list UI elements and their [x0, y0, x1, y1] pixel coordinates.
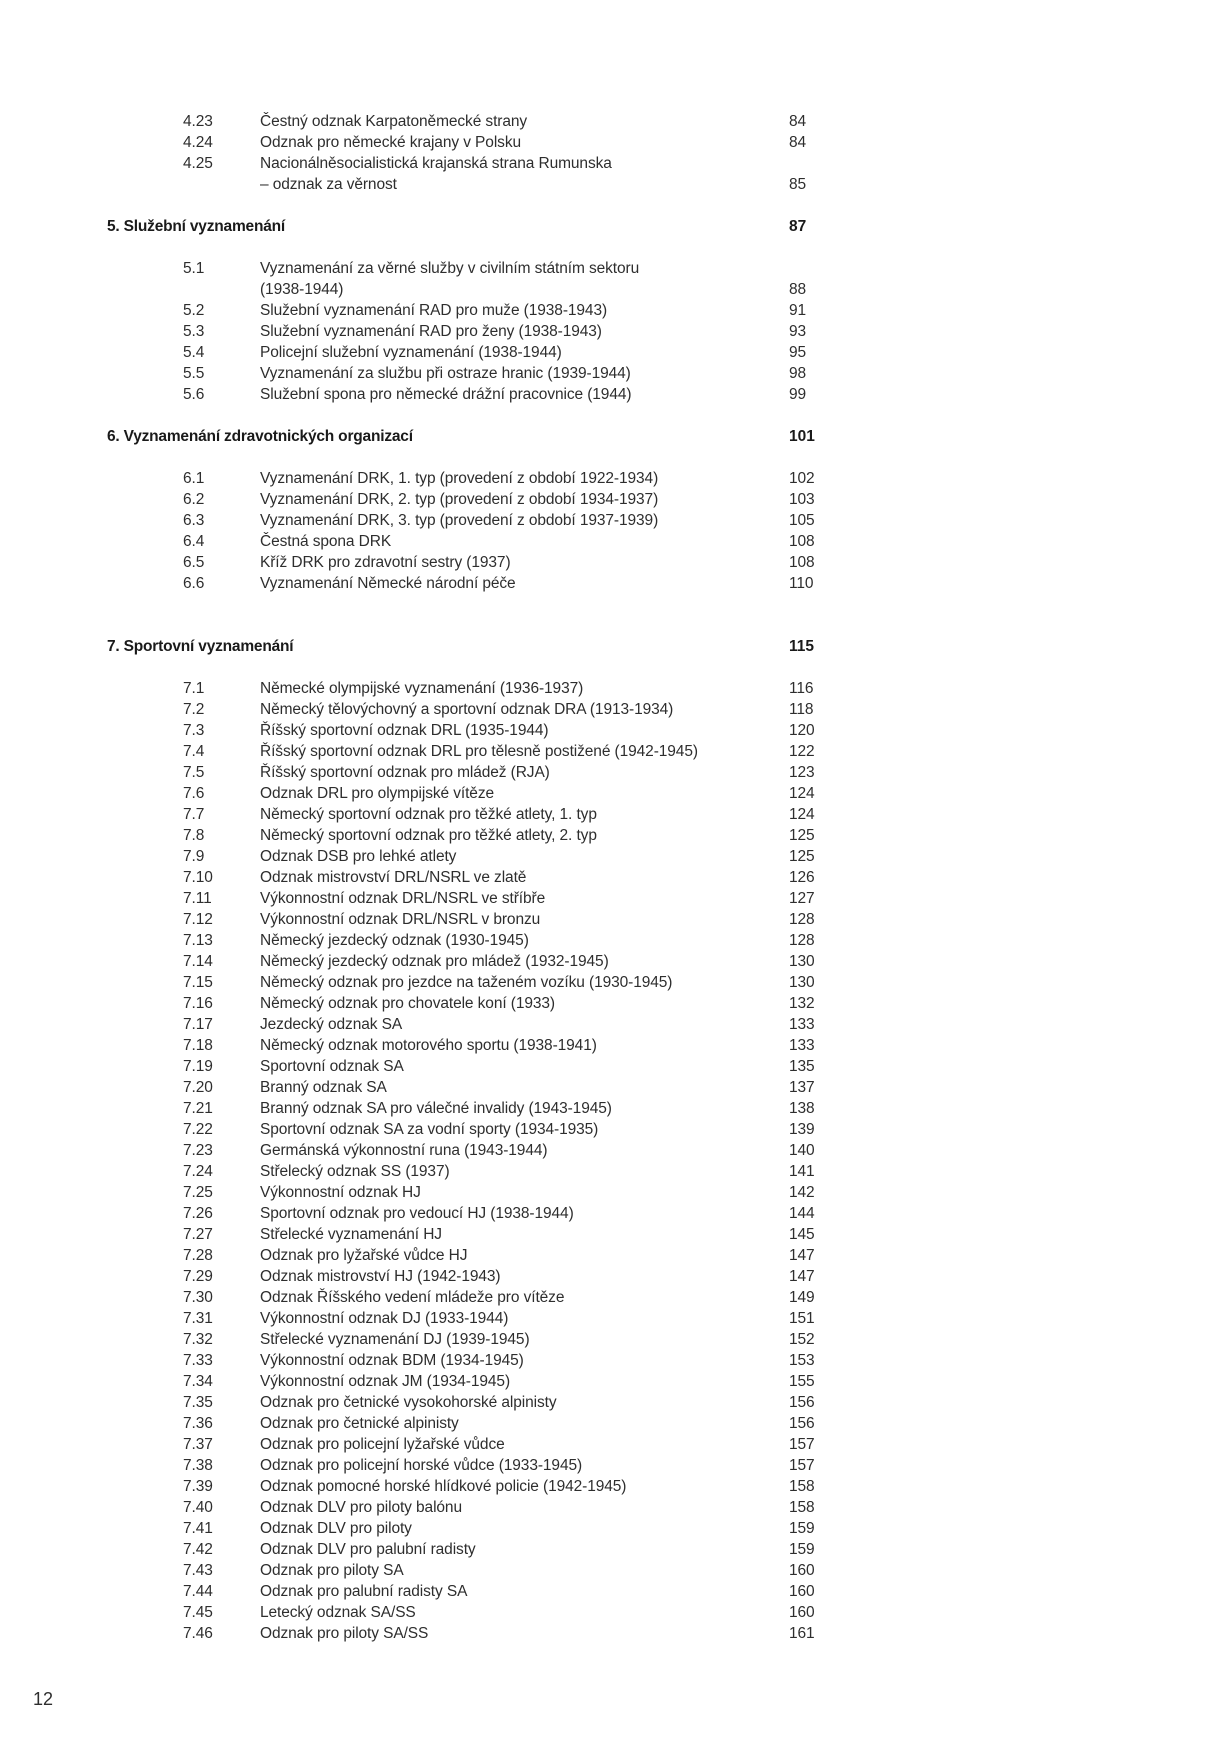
toc-entry-page: 84: [789, 134, 807, 151]
toc-entry[interactable]: [0, 1161, 1232, 1182]
toc-entry-title: Kříž DRK pro zdravotní sestry (1937): [260, 554, 511, 571]
toc-entry-page: 158: [789, 1499, 815, 1516]
toc-entry[interactable]: [0, 1581, 1232, 1602]
toc-entry[interactable]: [0, 1329, 1232, 1350]
toc-entry-page: 118: [789, 701, 814, 718]
toc-entry[interactable]: [0, 1140, 1232, 1161]
toc-entry-title: Střelecké vyznamenání DJ (1939-1945): [260, 1331, 530, 1348]
toc-entry-title: Říšský sportovní odznak DRL (1935-1944): [260, 722, 549, 739]
toc-entry-title: Odznak Říšského vedení mládeže pro vítěze: [260, 1289, 565, 1306]
section-4-entries: [0, 111, 1232, 195]
toc-entry-number: 7.15: [183, 974, 213, 991]
toc-entry[interactable]: [0, 531, 1232, 552]
section-5-heading-row[interactable]: [0, 216, 1232, 237]
toc-entry-number: 6.3: [183, 512, 205, 529]
section-6-page: 101: [789, 428, 815, 445]
toc-entry-page: 126: [789, 869, 815, 886]
toc-entry[interactable]: [0, 1560, 1232, 1581]
toc-entry[interactable]: [0, 468, 1232, 489]
toc-entry-title: Odznak pomocné horské hlídkové policie (1942-1945): [260, 1478, 627, 1495]
toc-entry-page: 128: [789, 911, 815, 928]
toc-entry-title: Branný odznak SA: [260, 1079, 387, 1096]
toc-entry-number: 7.23: [183, 1142, 213, 1159]
toc-entry-title: Vyznamenání DRK, 3. typ (provedení z období 1937-1939): [260, 512, 659, 529]
toc-entry[interactable]: [0, 930, 1232, 951]
toc-entry[interactable]: [0, 1539, 1232, 1560]
toc-entry-title: Odznak pro piloty SA/SS: [260, 1625, 429, 1642]
toc-entry[interactable]: [0, 867, 1232, 888]
toc-entry-page: 124: [789, 785, 815, 802]
toc-entry-title: Německý odznak motorového sportu (1938-1941): [260, 1037, 597, 1054]
toc-entry-title: Výkonnostní odznak JM (1934-1945): [260, 1373, 511, 1390]
toc-entry-title: Branný odznak SA pro válečné invalidy (1943-1945): [260, 1100, 612, 1117]
toc-entry-page: 157: [789, 1457, 815, 1474]
toc-entry-number: 5.2: [183, 302, 205, 319]
toc-entry[interactable]: [0, 1623, 1232, 1644]
toc-entry[interactable]: [0, 846, 1232, 867]
toc-entry-title: Vyznamenání DRK, 1. typ (provedení z období 1922-1934): [260, 470, 659, 487]
toc-entry-number: 7.27: [183, 1226, 213, 1243]
toc-entry-page: 139: [789, 1121, 815, 1138]
toc-entry-title: Říšský sportovní odznak DRL pro tělesně postižené (1942-1945): [260, 743, 698, 760]
toc-entry-page: 108: [789, 554, 815, 571]
section-5-page: 87: [789, 218, 807, 235]
toc-entry[interactable]: [0, 552, 1232, 573]
toc-entry-page: 160: [789, 1583, 815, 1600]
toc-entry-number: 7.25: [183, 1184, 213, 1201]
toc-entry[interactable]: [0, 951, 1232, 972]
toc-entry-page: 128: [789, 932, 815, 949]
toc-entry-page: 155: [789, 1373, 815, 1390]
toc-entry-page: 157: [789, 1436, 815, 1453]
toc-entry-number: 7.46: [183, 1625, 213, 1642]
toc-entry-page: 159: [789, 1520, 815, 1537]
toc-entry[interactable]: [0, 993, 1232, 1014]
toc-entry-page: 85: [789, 176, 807, 193]
toc-entry-title: Výkonnostní odznak DRL/NSRL v bronzu: [260, 911, 541, 928]
toc-entry-title: Německý tělovýchovný a sportovní odznak DRA (1913-1934): [260, 701, 674, 718]
toc-entry-title: Germánská výkonnostní runa (1943-1944): [260, 1142, 548, 1159]
toc-entry-page: 149: [789, 1289, 815, 1306]
toc-entry[interactable]: [0, 1434, 1232, 1455]
toc-entry-title: Policejní služební vyznamenání (1938-1944): [260, 344, 562, 361]
toc-entry[interactable]: [0, 783, 1232, 804]
toc-entry-page: 105: [789, 512, 815, 529]
toc-entry-page: 110: [789, 575, 814, 592]
toc-entry-page: 103: [789, 491, 815, 508]
toc-entry-number: 6.4: [183, 533, 205, 550]
toc-entry[interactable]: [0, 258, 1232, 279]
toc-entry-number: 7.7: [183, 806, 205, 823]
toc-entry-number: 5.6: [183, 386, 205, 403]
toc-entry-page: 135: [789, 1058, 815, 1075]
toc-entry-title: Výkonnostní odznak HJ: [260, 1184, 421, 1201]
toc-entry-number: 4.24: [183, 134, 213, 151]
page-number: 12: [33, 1689, 54, 1709]
toc-entry-title: Německé olympijské vyznamenání (1936-1937): [260, 680, 584, 697]
toc-entry-title: Sportovní odznak pro vedoucí HJ (1938-1944): [260, 1205, 574, 1222]
toc-entry-number: 7.10: [183, 869, 213, 886]
toc-entry-page: 108: [789, 533, 815, 550]
toc-entry-title: Služební vyznamenání RAD pro muže (1938-1943): [260, 302, 608, 319]
toc-entry[interactable]: [0, 1350, 1232, 1371]
toc-entry-title: Odznak pro piloty SA: [260, 1562, 404, 1579]
toc-entry-number: 7.17: [183, 1016, 213, 1033]
toc-entry-number: 5.3: [183, 323, 205, 340]
toc-entry-page: 142: [789, 1184, 815, 1201]
toc-entry-number: 7.32: [183, 1331, 213, 1348]
toc-entry-number: 7.36: [183, 1415, 213, 1432]
toc-entry-page: 137: [789, 1079, 815, 1096]
toc-entry-title: Odznak pro policejní horské vůdce (1933-1945): [260, 1457, 583, 1474]
toc-entry-title: Letecký odznak SA/SS: [260, 1604, 416, 1621]
toc-entry[interactable]: [0, 720, 1232, 741]
toc-entry-title: Odznak pro policejní lyžařské vůdce: [260, 1436, 505, 1453]
toc-entry-page: 144: [789, 1205, 815, 1222]
spacer: [0, 594, 1232, 636]
section-7-page: 115: [789, 638, 815, 655]
toc-entry-number: 7.21: [183, 1100, 213, 1117]
toc-entry-number: 7.11: [183, 890, 212, 907]
toc-entry[interactable]: [0, 510, 1232, 531]
toc-entry-number: 5.4: [183, 344, 205, 361]
toc-entry[interactable]: [0, 1518, 1232, 1539]
toc-entry-title: Německý jezdecký odznak (1930-1945): [260, 932, 529, 949]
toc-entry-number: 7.34: [183, 1373, 213, 1390]
toc-entry-page: 156: [789, 1394, 815, 1411]
toc-entry-number: 7.5: [183, 764, 205, 781]
toc-entry-title: – odznak za věrnost: [260, 176, 397, 193]
toc-entry-page: 161: [789, 1625, 815, 1642]
toc-entry[interactable]: [0, 573, 1232, 594]
spacer: [0, 195, 1232, 216]
toc-entry-title: Služební spona pro německé drážní pracovnice (1944): [260, 386, 632, 403]
toc-entry[interactable]: [0, 1119, 1232, 1140]
toc-entry[interactable]: [0, 174, 1232, 195]
toc-entry[interactable]: [0, 1077, 1232, 1098]
toc-entry-page: 156: [789, 1415, 815, 1432]
toc-entry[interactable]: [0, 825, 1232, 846]
toc-entry[interactable]: [0, 762, 1232, 783]
toc-entry[interactable]: [0, 1035, 1232, 1056]
toc-entry[interactable]: [0, 1182, 1232, 1203]
toc-entry-title: Nacionálněsocialistická krajanská strana Rumunska: [260, 155, 612, 172]
toc-entry-page: 127: [789, 890, 815, 907]
toc-entry-title: Německý odznak pro jezdce na taženém vozíku (1930-1945): [260, 974, 673, 991]
section-7-entries: [0, 678, 1232, 1644]
spacer: [0, 405, 1232, 426]
toc-entry-page: 88: [789, 281, 807, 298]
toc-entry[interactable]: [0, 888, 1232, 909]
toc-entry-number: 7.35: [183, 1394, 213, 1411]
toc-entry[interactable]: [0, 1287, 1232, 1308]
section-6-heading: 6. Vyznamenání zdravotnických organizací: [107, 428, 413, 445]
toc-entry-title: Německý odznak pro chovatele koní (1933): [260, 995, 555, 1012]
toc-entry[interactable]: [0, 678, 1232, 699]
toc-entry-title: Sportovní odznak SA: [260, 1058, 404, 1075]
toc-entry[interactable]: [0, 1497, 1232, 1518]
section-7-heading-row[interactable]: [0, 636, 1232, 657]
toc-entry-page: 160: [789, 1604, 815, 1621]
toc-entry-number: 7.39: [183, 1478, 213, 1495]
toc-entry-title: Střelecký odznak SS (1937): [260, 1163, 450, 1180]
toc-entry[interactable]: [0, 1602, 1232, 1623]
toc-entry-title: Odznak pro lyžařské vůdce HJ: [260, 1247, 468, 1264]
toc-entry[interactable]: [0, 1098, 1232, 1119]
toc-entry-number: 5.1: [183, 260, 205, 277]
spacer: [0, 447, 1232, 468]
toc-entry-title: Říšský sportovní odznak pro mládež (RJA): [260, 764, 550, 781]
toc-entry[interactable]: [0, 132, 1232, 153]
toc-entry-number: 7.37: [183, 1436, 213, 1453]
section-6-heading-row[interactable]: [0, 426, 1232, 447]
toc-entry-title: Čestná spona DRK: [260, 533, 392, 550]
toc-entry-page: 95: [789, 344, 807, 361]
toc-entry-number: 7.30: [183, 1289, 213, 1306]
toc-entry[interactable]: [0, 363, 1232, 384]
toc-entry-title: Německý sportovní odznak pro těžké atlety, 2. typ: [260, 827, 597, 844]
toc-entry-page: 91: [789, 302, 807, 319]
toc-entry[interactable]: [0, 153, 1232, 174]
toc-entry-page: 153: [789, 1352, 815, 1369]
toc-entry[interactable]: [0, 1203, 1232, 1224]
toc-entry-title: Německý sportovní odznak pro těžké atlety, 1. typ: [260, 806, 597, 823]
toc-entry-page: 125: [789, 848, 815, 865]
spacer: [0, 657, 1232, 678]
toc-entry-title: Odznak mistrovství HJ (1942-1943): [260, 1268, 501, 1285]
toc-entry[interactable]: [0, 342, 1232, 363]
toc-entry-number: 6.6: [183, 575, 205, 592]
section-7-heading: 7. Sportovní vyznamenání: [107, 638, 294, 655]
toc-entry-page: 120: [789, 722, 815, 739]
toc-entry-title: Služební vyznamenání RAD pro ženy (1938-1943): [260, 323, 602, 340]
toc-entry[interactable]: [0, 111, 1232, 132]
toc-entry[interactable]: [0, 1224, 1232, 1245]
toc-entry-title: Odznak mistrovství DRL/NSRL ve zlatě: [260, 869, 527, 886]
toc-entry[interactable]: [0, 909, 1232, 930]
toc-entry-number: 7.8: [183, 827, 205, 844]
toc-entry-page: 123: [789, 764, 815, 781]
toc-entry-number: 7.44: [183, 1583, 213, 1600]
toc-entry-title: Výkonnostní odznak BDM (1934-1945): [260, 1352, 524, 1369]
toc-entry-number: 7.16: [183, 995, 213, 1012]
toc-entry-number: 7.12: [183, 911, 213, 928]
toc-entry-number: 7.43: [183, 1562, 213, 1579]
toc-entry-number: 7.20: [183, 1079, 213, 1096]
toc-entry-page: 133: [789, 1016, 815, 1033]
toc-entry-page: 152: [789, 1331, 815, 1348]
toc-entry-page: 84: [789, 113, 807, 130]
toc-entry[interactable]: [0, 489, 1232, 510]
toc-entry-page: 138: [789, 1100, 815, 1117]
toc-entry-page: 122: [789, 743, 815, 760]
toc-entry-title: Odznak pro palubní radisty SA: [260, 1583, 468, 1600]
toc-entry-number: 7.38: [183, 1457, 213, 1474]
toc-entry-title: Jezdecký odznak SA: [260, 1016, 403, 1033]
toc-entry-number: 7.2: [183, 701, 205, 718]
toc-entry-title: Odznak DLV pro piloty: [260, 1520, 412, 1537]
toc-entry-number: 7.31: [183, 1310, 213, 1327]
toc-entry-number: 7.45: [183, 1604, 213, 1621]
toc-entry-number: 7.13: [183, 932, 213, 949]
toc-entry[interactable]: [0, 321, 1232, 342]
toc-entry[interactable]: [0, 699, 1232, 720]
toc-entry[interactable]: [0, 741, 1232, 762]
toc-entry-title: Čestný odznak Karpatoněmecké strany: [260, 113, 528, 130]
toc-entry-title: Odznak pro četnické vysokohorské alpinisty: [260, 1394, 557, 1411]
toc-entry-number: 7.33: [183, 1352, 213, 1369]
table-of-contents: [0, 111, 1232, 1644]
toc-entry-page: 102: [789, 470, 815, 487]
toc-entry-page: 93: [789, 323, 807, 340]
toc-entry-title: Střelecké vyznamenání HJ: [260, 1226, 442, 1243]
toc-entry[interactable]: [0, 972, 1232, 993]
toc-entry[interactable]: [0, 804, 1232, 825]
toc-entry-number: 7.29: [183, 1268, 213, 1285]
toc-entry-title: Sportovní odznak SA za vodní sporty (1934-1935): [260, 1121, 599, 1138]
toc-entry-number: 7.1: [183, 680, 205, 697]
toc-entry-page: 147: [789, 1268, 815, 1285]
toc-entry-page: 147: [789, 1247, 815, 1264]
toc-entry[interactable]: [0, 279, 1232, 300]
toc-entry-page: 124: [789, 806, 815, 823]
toc-entry[interactable]: [0, 1056, 1232, 1077]
toc-entry-page: 133: [789, 1037, 815, 1054]
toc-entry-page: 145: [789, 1226, 815, 1243]
toc-entry-number: 7.14: [183, 953, 213, 970]
toc-entry-number: 7.41: [183, 1520, 213, 1537]
toc-entry[interactable]: [0, 1014, 1232, 1035]
toc-entry-title: Vyznamenání za věrné služby v civilním státním sektoru: [260, 260, 640, 277]
toc-entry-page: 159: [789, 1541, 815, 1558]
toc-entry-number: 4.23: [183, 113, 213, 130]
toc-entry-page: 116: [789, 680, 814, 697]
toc-entry-page: 125: [789, 827, 815, 844]
toc-entry[interactable]: [0, 1455, 1232, 1476]
toc-entry-number: 7.28: [183, 1247, 213, 1264]
toc-entry-number: 7.26: [183, 1205, 213, 1222]
toc-entry-page: 99: [789, 386, 807, 403]
toc-entry-number: 6.2: [183, 491, 205, 508]
toc-entry-title: Odznak DSB pro lehké atlety: [260, 848, 457, 865]
toc-entry-number: 7.6: [183, 785, 205, 802]
toc-entry[interactable]: [0, 384, 1232, 405]
toc-entry-number: 7.22: [183, 1121, 213, 1138]
toc-entry-number: 7.9: [183, 848, 205, 865]
toc-entry[interactable]: [0, 300, 1232, 321]
toc-entry-title: Odznak pro četnické alpinisty: [260, 1415, 459, 1432]
toc-entry[interactable]: [0, 1413, 1232, 1434]
toc-entry-page: 141: [789, 1163, 815, 1180]
section-5-heading: 5. Služební vyznamenání: [107, 218, 286, 235]
toc-entry-title: Odznak pro německé krajany v Polsku: [260, 134, 521, 151]
toc-entry[interactable]: [0, 1476, 1232, 1497]
toc-entry[interactable]: [0, 1266, 1232, 1287]
toc-entry-number: 6.5: [183, 554, 205, 571]
toc-entry-number: 7.18: [183, 1037, 213, 1054]
toc-entry-number: 7.42: [183, 1541, 213, 1558]
section-5-entries: [0, 258, 1232, 405]
toc-entry-title: Odznak DRL pro olympijské vítěze: [260, 785, 494, 802]
toc-entry-title: Odznak DLV pro palubní radisty: [260, 1541, 476, 1558]
spacer: [0, 237, 1232, 258]
toc-entry-page: 130: [789, 953, 815, 970]
toc-entry-number: 5.5: [183, 365, 205, 382]
toc-entry-page: 98: [789, 365, 807, 382]
toc-entry-number: 7.4: [183, 743, 205, 760]
toc-entry-page: 140: [789, 1142, 815, 1159]
toc-entry-page: 130: [789, 974, 815, 991]
section-6-entries: [0, 468, 1232, 594]
toc-entry[interactable]: [0, 1308, 1232, 1329]
toc-entry-number: 7.24: [183, 1163, 213, 1180]
toc-entry[interactable]: [0, 1245, 1232, 1266]
toc-entry-page: 132: [789, 995, 815, 1012]
toc-entry-page: 160: [789, 1562, 815, 1579]
toc-entry-number: 7.40: [183, 1499, 213, 1516]
toc-entry[interactable]: [0, 1371, 1232, 1392]
toc-entry-number: 6.1: [183, 470, 205, 487]
toc-entry-title: Vyznamenání Německé národní péče: [260, 575, 516, 592]
toc-entry-title: Německý jezdecký odznak pro mládež (1932-1945): [260, 953, 609, 970]
toc-entry-title: Výkonnostní odznak DRL/NSRL ve stříbře: [260, 890, 546, 907]
toc-entry-title: (1938-1944): [260, 281, 344, 298]
toc-entry-page: 158: [789, 1478, 815, 1495]
toc-entry-title: Vyznamenání za službu při ostraze hranic (1939-1944): [260, 365, 631, 382]
toc-entry-title: Odznak DLV pro piloty balónu: [260, 1499, 462, 1516]
toc-entry-page: 151: [789, 1310, 815, 1327]
toc-entry-number: 7.3: [183, 722, 205, 739]
toc-entry[interactable]: [0, 1392, 1232, 1413]
toc-entry-number: 7.19: [183, 1058, 213, 1075]
toc-entry-title: Vyznamenání DRK, 2. typ (provedení z období 1934-1937): [260, 491, 659, 508]
toc-entry-title: Výkonnostní odznak DJ (1933-1944): [260, 1310, 509, 1327]
toc-entry-number: 4.25: [183, 155, 213, 172]
